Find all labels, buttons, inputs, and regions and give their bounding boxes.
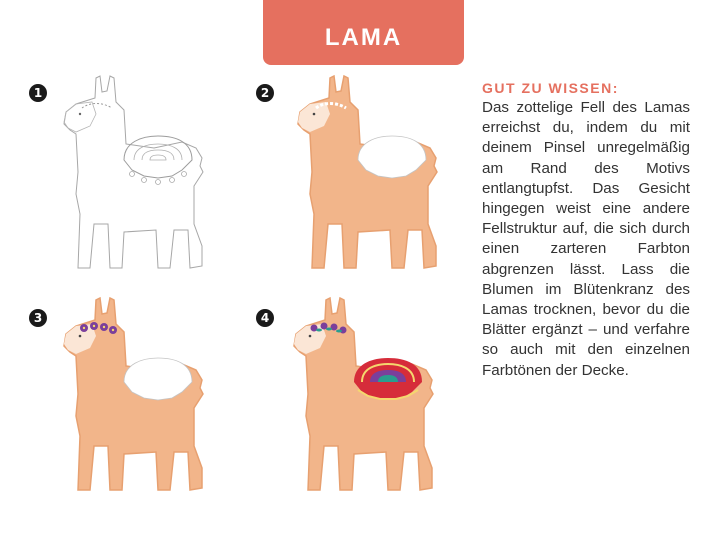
tip-text: Das zottelige Fell des Lamas erreichst du, indem du mit deinem Pinsel unregelmäßig am Rand des Motivs entlangtupfst. Das Gesicht hingegen weist eine andere Fellstruktur auf, die sich durch einen zarteren Farbton abgrenzen lässt. Lass die Blumen im Blütenkranz des Lamas trocknen, bevor du die Blätter ergänzt – und verfahre so auch mit den einzelnen Farbtönen der Decke.: [482, 99, 690, 379]
llama-base-color-illustration: [296, 74, 446, 274]
llama-sketch-illustration: [62, 74, 212, 274]
header-tab: [263, 0, 464, 65]
tip-title: GUT ZU WISSEN:: [482, 80, 619, 96]
step-3-badge: 3: [29, 309, 47, 327]
page-title: LAMA: [324, 23, 403, 51]
llama-finished-illustration: [292, 296, 442, 496]
step-2-badge: 2: [256, 84, 274, 102]
step-1-badge: 1: [29, 84, 47, 102]
tip-box: [482, 80, 690, 381]
step-4-badge: 4: [256, 309, 274, 327]
llama-flower-crown-illustration: [62, 296, 212, 496]
